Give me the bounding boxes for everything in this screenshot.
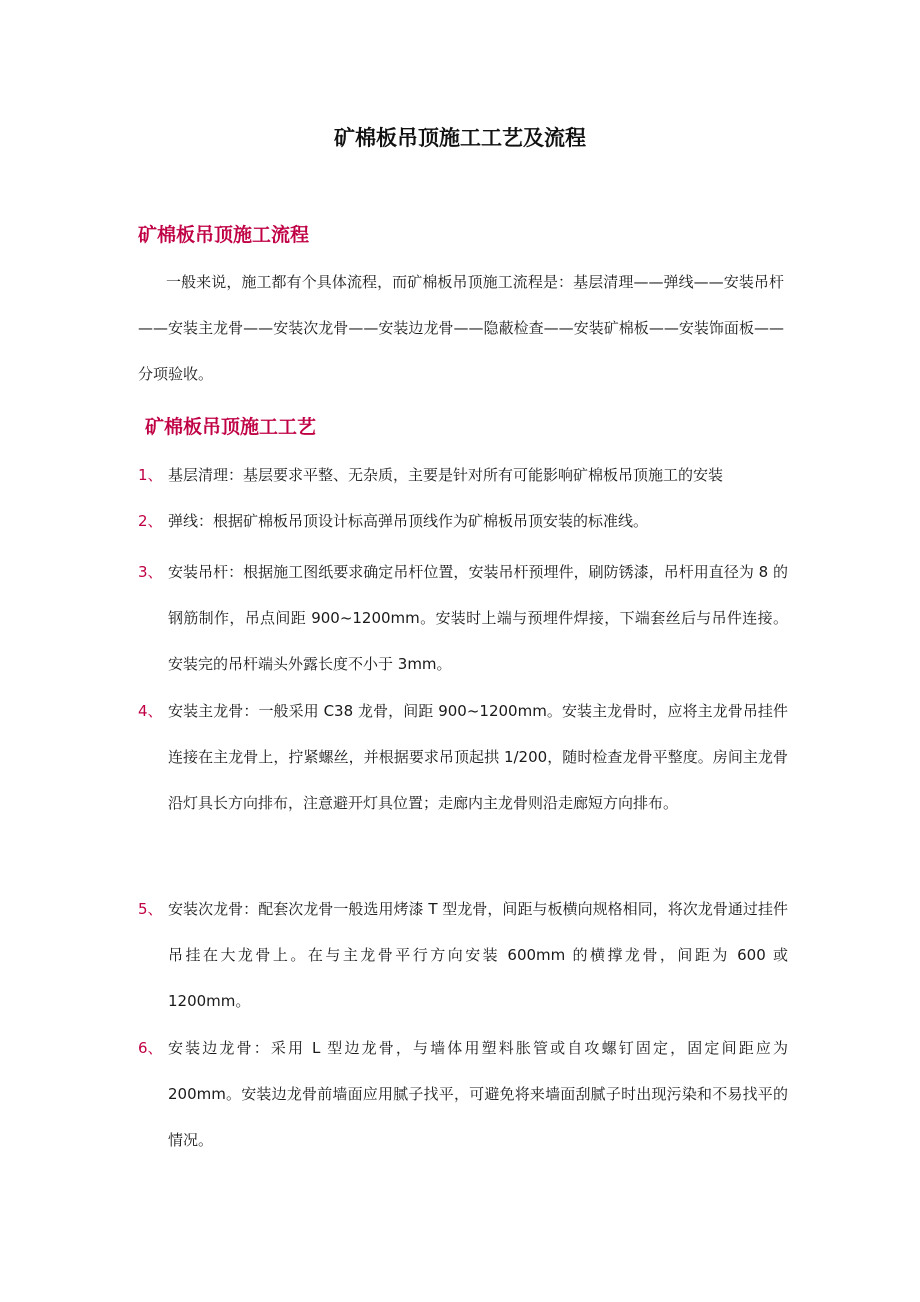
list-item-text: 安装主龙骨：一般采用 C38 龙骨，间距 900~1200mm。安装主龙骨时，应将主龙骨吊挂件连接在主龙骨上，拧紧螺丝，并根据要求吊顶起拱 1/200，随时检查龙骨平整度。房间主龙骨沿灯具长方向排布，注意避开灯具位置；走廊内主龙骨则沿走廊短方向排布。 <box>168 702 788 812</box>
section-heading-technique: 矿棉板吊顶施工工艺 <box>145 416 317 438</box>
list-item-number: 3、 <box>138 563 163 581</box>
list-item-text: 弹线：根据矿棉板吊顶设计标高弹吊顶线作为矿棉板吊顶安装的标准线。 <box>168 512 649 530</box>
page-title: 矿棉板吊顶施工工艺及流程 <box>334 126 586 150</box>
list-item-text: 安装次龙骨：配套次龙骨一般选用烤漆 T 型龙骨，间距与板横向规格相同，将次龙骨通过挂件吊挂在大龙骨上。在与主龙骨平行方向安装 600mm 的横撑龙骨，间距为 600 或 1200mm。 <box>168 900 788 1010</box>
list-item-text: 安装吊杆：根据施工图纸要求确定吊杆位置，安装吊杆预埋件，刷防锈漆，吊杆用直径为 8 的钢筋制作，吊点间距 900~1200mm。安装时上端与预埋件焊接，下端套丝后与吊件连接。安装完的吊杆端头外露长度不小于 3mm。 <box>168 563 788 673</box>
list-item-text: 基层清理：基层要求平整、无杂质，主要是针对所有可能影响矿棉板吊顶施工的安装 <box>168 466 724 484</box>
list-item-number: 5、 <box>138 900 163 918</box>
intro-paragraph: 一般来说，施工都有个具体流程，而矿棉板吊顶施工流程是：基层清理——弹线——安装吊杆——安装主龙骨——安装次龙骨——安装边龙骨——隐蔽检查——安装矿棉板——安装饰面板——分项验收。 <box>138 273 784 383</box>
list-item-number: 2、 <box>138 512 163 530</box>
list-item <box>138 498 788 544</box>
list-item-number: 6、 <box>138 1039 163 1057</box>
list-item <box>138 886 788 1024</box>
list-item <box>138 1025 788 1163</box>
list-item <box>138 549 788 687</box>
list-item-number: 1、 <box>138 466 163 484</box>
list-item-number: 4、 <box>138 702 163 720</box>
list-item <box>138 452 788 498</box>
list-item <box>138 688 788 826</box>
list-item-text: 安装边龙骨：采用 L 型边龙骨，与墙体用塑料胀管或自攻螺钉固定，固定间距应为 200mm。安装边龙骨前墙面应用腻子找平，可避免将来墙面刮腻子时出现污染和不易找平的情况。 <box>168 1039 788 1149</box>
section-heading-process: 矿棉板吊顶施工流程 <box>138 224 310 246</box>
